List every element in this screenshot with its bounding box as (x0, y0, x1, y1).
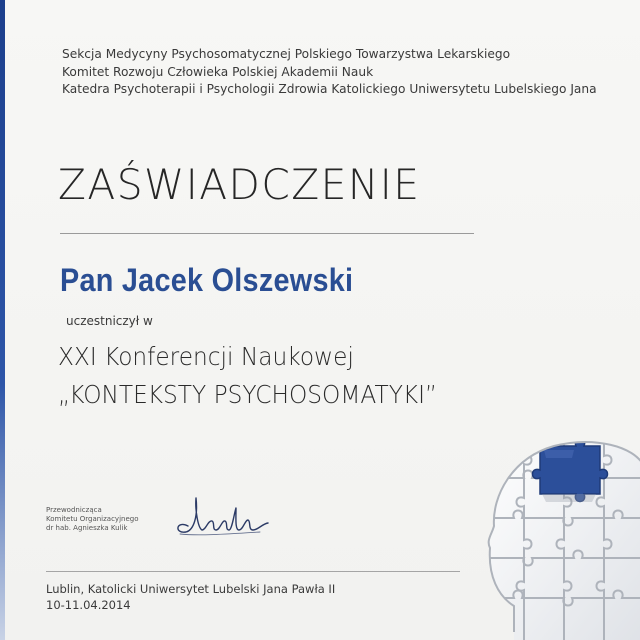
event-location: Lublin, Katolicki Uniwersytet Lubelski Jana Pawła II (46, 582, 336, 596)
institution-line-1: Sekcja Medycyny Psychosomatycznej Polskiego Towarzystwa Lekarskiego (62, 47, 511, 61)
organizing-institutions (62, 46, 640, 99)
conference-name: XXI Konferencji Naukowej (58, 342, 354, 371)
puzzle-head-icon (484, 436, 640, 640)
event-dates: 10-11.04.2014 (46, 598, 131, 612)
handwritten-signature (168, 490, 278, 546)
signatory-committee: Komitetu Organizacyjnego (46, 515, 139, 523)
signatory-name: dr hab. Agnieszka Kulik (46, 524, 128, 532)
certificate-title: ZAŚWIADCZENIE (58, 160, 421, 209)
participation-text: uczestniczył w (66, 314, 153, 328)
title-divider (60, 233, 474, 234)
institution-line-3: Katedra Psychoterapii i Psychologii Zdrowia Katolickiego Uniwersytetu Lubelskiego Jana (62, 82, 597, 96)
recipient-name: Pan Jacek Olszewski (60, 262, 354, 298)
signatory-role: Przewodnicząca (46, 506, 102, 514)
left-blue-stripe (0, 0, 5, 640)
institution-line-2: Komitet Rozwoju Człowieka Polskiej Akademii Nauk (62, 64, 374, 79)
conference-theme: „KONTEKSTY PSYCHOSOMATYKI” (58, 380, 438, 409)
footer-divider (46, 571, 460, 572)
